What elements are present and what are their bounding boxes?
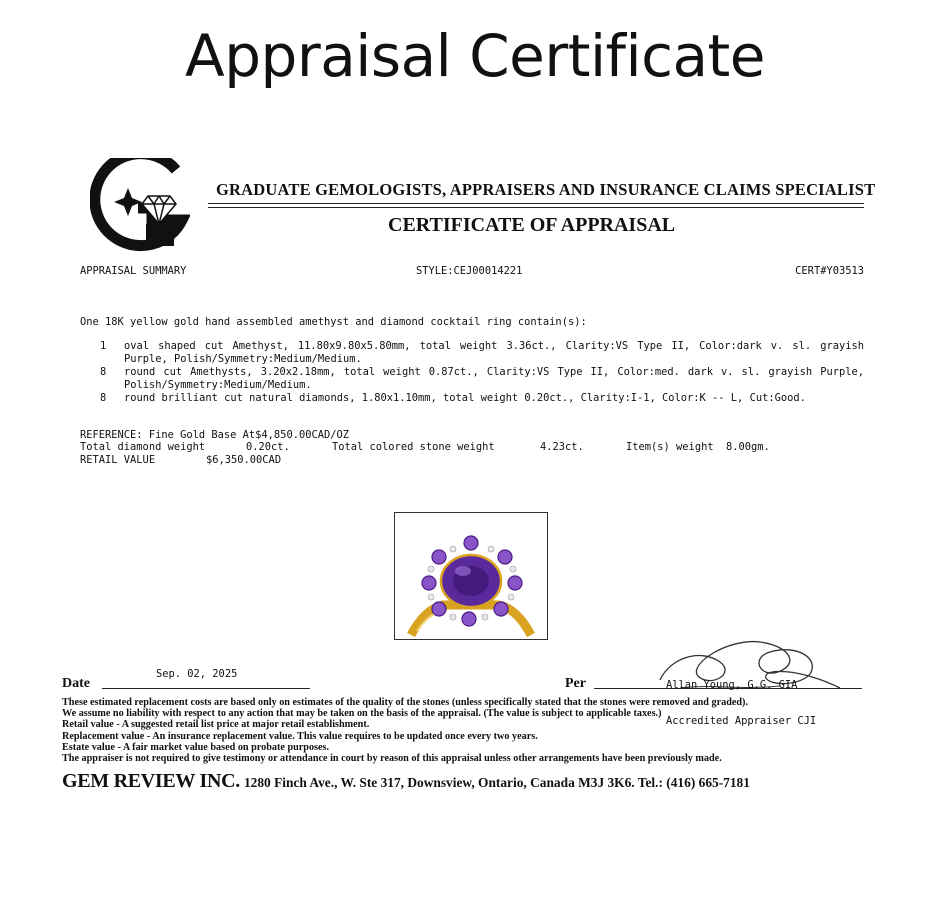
ring-photo bbox=[394, 512, 548, 640]
colored-weight-value: 4.23ct. bbox=[540, 441, 584, 453]
stone-description: oval shaped cut Amethyst, 11.80x9.80x5.80mm, total weight 3.36ct., Clarity:VS Type II, Color:dark v. sl. grayish Purple, Polish/Symmetry:Medium/Medium. bbox=[124, 340, 864, 365]
date-value: Sep. 02, 2025 bbox=[156, 668, 238, 680]
disclaimer-line: Estate value - A fair market value based on probate purposes. bbox=[62, 741, 330, 753]
date-line bbox=[102, 688, 310, 689]
stone-description: round cut Amethysts, 3.20x2.18mm, total weight 0.87ct., Clarity:VS Type II, Color:med. dark v. sl. grayish Purple, Polish/Symmetry:Medium/Medium. bbox=[124, 366, 864, 391]
item-description: One 18K yellow gold hand assembled amethyst and diamond cocktail ring contain(s): bbox=[80, 316, 587, 328]
footer-company: GEM REVIEW INC. bbox=[62, 770, 240, 792]
appraisal-summary-label: APPRAISAL SUMMARY bbox=[80, 265, 187, 277]
disclaimer-line: We assume no liability with respect to any action that may be taken on the basis of the appraisal. (The value is subject to applicable taxes.) bbox=[62, 708, 662, 720]
retail-value: $6,350.00CAD bbox=[206, 454, 282, 466]
diamond-weight-value: 0.20ct. bbox=[246, 441, 290, 453]
stone-description: round brilliant cut natural diamonds, 1.80x1.10mm, total weight 0.20ct., Clarity:I-1, Color:K -- L, Cut:Good. bbox=[124, 392, 806, 404]
disclaimer-line: The appraiser is not required to give testimony or attendance in court by reason of this appraisal unless other arrangements have been previously made. bbox=[62, 753, 722, 765]
stone-entry bbox=[102, 366, 864, 391]
company-logo bbox=[90, 158, 190, 258]
stone-count: 1 bbox=[100, 340, 107, 352]
disclaimer-line: Retail value - A suggested retail list price at major retail establishment. bbox=[62, 719, 370, 731]
certificate-number: CERT#Y03513 bbox=[795, 265, 864, 277]
stone-entry bbox=[102, 392, 864, 405]
stone-count: 8 bbox=[100, 366, 107, 378]
stone-entry bbox=[102, 340, 864, 365]
per-label: Per bbox=[565, 676, 586, 691]
item-weight-value: 8.00gm. bbox=[726, 441, 770, 453]
footer-address: 1280 Finch Ave., W. Ste 317, Downsview, Ontario, Canada M3J 3K6. Tel.: (416) 665-7181 bbox=[243, 775, 750, 790]
colored-weight-label: Total colored stone weight bbox=[332, 441, 495, 453]
diamond-weight-label: Total diamond weight bbox=[80, 441, 206, 453]
appraiser-name: Allan Young, G.G. GIA bbox=[666, 679, 798, 691]
style-number: STYLE:CEJ00014221 bbox=[416, 265, 523, 277]
item-weight-label: Item(s) weight bbox=[626, 441, 714, 453]
disclaimer-line: Replacement value - An insurance replacement value. This value requires to be updated once every two years. bbox=[62, 730, 538, 742]
disclaimer-block bbox=[62, 697, 882, 764]
header-rule-thin bbox=[208, 207, 864, 208]
retail-value-label: RETAIL VALUE bbox=[80, 454, 156, 466]
organization-title: GRADUATE GEMOLOGISTS, APPRAISERS AND INSURANCE CLAIMS SPECIALIST bbox=[216, 180, 876, 199]
certificate-heading: CERTIFICATE OF APPRAISAL bbox=[388, 214, 676, 236]
disclaimer-line: These estimated replacement costs are based only on estimates of the quality of the stones (unless specifically stated that the stones were removed and graded). bbox=[62, 697, 748, 708]
header-rule bbox=[208, 203, 864, 204]
date-label: Date bbox=[62, 676, 90, 691]
stone-count: 8 bbox=[100, 392, 107, 404]
reference-line: REFERENCE: Fine Gold Base At$4,850.00CAD/OZ bbox=[80, 429, 349, 441]
page-title: Appraisal Certificate bbox=[185, 22, 765, 90]
appraiser-title: Accredited Appraiser CJI bbox=[666, 715, 817, 727]
footer bbox=[62, 770, 750, 793]
